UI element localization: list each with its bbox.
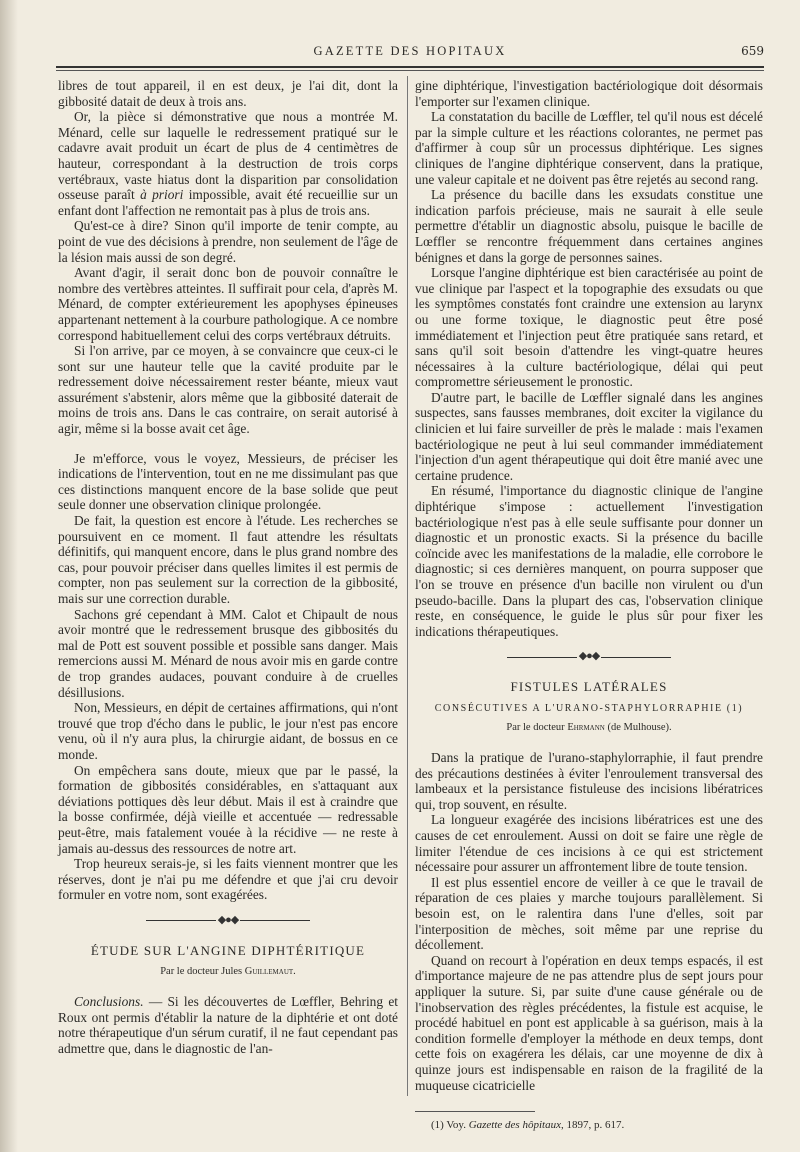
header-rule (56, 66, 764, 68)
paragraph: Non, Messieurs, en dépit de certaines affirmations, qui n'ont trouvé que trop d'écho dans le public, le jour n'est pas encore venu, où il n'y aura plus, la chirurgie aidant, de bossus en ce monde. (58, 700, 398, 762)
author-name: Guillemaut. (244, 966, 296, 978)
paragraph: Lorsque l'angine diphtérique est bien caractérisée au point de vue clinique par l'aspect et la topographie des exsudats ou que les symptômes constatés font craindre une extension au larynx ou une forme toxique, le diagnostic peut être posé immédiatement et l'injection peut être pratiquée sans retard, et sans qu'il soit besoin d'attendre les vingt-quatre heures nécessaires à la culture bactériologique, délai qui peut compromettre sérieusement le pronostic. (415, 265, 763, 390)
byline: Par le docteur Ehrmann (de Mulhouse). (506, 722, 672, 734)
paragraph: D'autre part, le bacille de Lœffler signalé dans les angines suspectes, sans fausses membranes, doit exciter la vigilance du clinicien et lui faire surveiller de près le malade : mais l'examen bactériologique ne peut à lui seul commander immédiatement l'injection d'un agent thérapeutique qui doit être manié avec une certaine prudence. (415, 389, 763, 483)
page-header (56, 44, 764, 64)
conclusions-label: Conclusions. (74, 993, 144, 1009)
left-column (58, 78, 398, 1056)
article-subtitle: CONSÉCUTIVES A L'URANO-STAPHYLORRAPHIE (1) (434, 702, 744, 714)
author-name: Ehrmann (567, 722, 605, 734)
paragraph: Or, la pièce si démonstrative que nous a montrée M. Ménard, celle sur laquelle le redressement pratiqué sur le cadavre avait produit un écart de plus de 4 centimètres de hauteur, correspondant à la destruction de trois corps vertébraux, vaste hiatus dont la disparition par consolidation osseuse paraît à priori impossible, avait été recueillie sur un enfant dont l'affection ne remontait pas à plus de trois ans. (58, 109, 398, 218)
article-title: FISTULES LATÉRALES (510, 679, 668, 695)
paragraph: De fait, la question est encore à l'étude. Les recherches se poursuivent en ce moment. Il faut attendre les résultats définitifs, qui manquent encore, dans le plus grand nombre des cas, pour pouvoir préciser dans quelles limites il est permis de compter, non pas seulement sur la correction de la gibbosité, mais sur une correction durable. (58, 513, 398, 606)
section-ornament: ◆●◆ (58, 913, 398, 929)
right-column (415, 78, 763, 1134)
binding-shadow (0, 0, 18, 1152)
footnote: (1) Voy. Gazette des hôpitaux, 1897, p. 617. (431, 1119, 625, 1132)
column-divider (407, 76, 408, 1096)
paragraph: En résumé, l'importance du diagnostic clinique de l'angine diphtérique s'impose : actuellement l'investigation bactériologique n'est pas à elle seule suffisante pour donner un diagnostic et un pronostic exacts. Si la présence du bacille coïncide avec les manifestations de la maladie, elle corrobore le diagnostic; si ces dernières manquent, on pourra supposer que l'on se trouve en présence d'un bacille non virulent ou d'un pseudo-bacille. Dans la plupart des cas, l'observation clinique reste, en conséquence, le guide le plus sûr pour fixer les indications thérapeutiques. (415, 483, 763, 639)
paragraph: Conclusions. — Si les découvertes de Lœffler, Behring et Roux ont permis d'établir la nature de la diphtérie et ont doté notre thérapeutique d'un sérum curatif, il ne faut cependant pas admettre que, dans le diagnostic de l'an- (58, 993, 398, 1056)
paragraph: La longueur exagérée des incisions libératrices est une des causes de cet enroulement. Aussi on doit se faire une règle de limiter l'étendue de ces incisions à ce qui est strictement nécessaire pour assurer un affrontement libre de toute tension. (415, 812, 763, 875)
paragraph: Je m'efforce, vous le voyez, Messieurs, de préciser les indications de l'intervention, tout en ne me dissimulant pas que ces distinctions manquent encore de la base solide que peut seule donner une observation clinique prolongée. (58, 450, 398, 513)
header-rule-thin (56, 70, 764, 71)
byline: Par le docteur Jules Guillemaut. (160, 966, 296, 978)
paragraph: Sachons gré cependant à MM. Calot et Chipault de nous avoir montré que le redressement brusque des gibbosités du mal de Pott est souvent possible et possible sans danger. Mais remercions aussi M. Ménard de nous avoir mis en garde contre de trop grandes audaces, pouvant conduire à de cruelles désillusions. (58, 606, 398, 700)
paragraph: Quand on recourt à l'opération en deux temps espacés, il est d'importance majeure de ne pas attendre plus de sept jours pour appliquer la suture. Si, par suite d'une cause générale ou de l'inobservation des règles précédentes, la fistule est acquise, le procédé habituel en pont est applicable à sa guérison, mais à la condition formelle d'employer la méthode en deux temps, dont cette fois on exagérera les délais, car une moyenne de dix à quinze jours est indispensable en raison de la fragilité de la muqueuse cicatricielle (415, 952, 763, 1093)
paragraph: On empêchera sans doute, mieux que par le passé, la formation de gibbosités considérables, en s'attaquant aux déviations pottiques dès leur début. Mais il est à craindre que la bosse confirmée, déjà vieille et accentuée — redressable peut-être, mais fatalement vouée à la récidive — ne reste à jamais au-dessus des ressources de notre art. (58, 762, 398, 856)
paragraph: La présence du bacille dans les exsudats constitue une indication parfois précieuse, mais ne saurait à elle seule permettre d'établir un diagnostic absolu, puisque le bacille de Lœffler se rencontre fréquemment dans certaines angines bénignes et dans la gorge de personnes saines. (415, 187, 763, 265)
paragraph: La constatation du bacille de Lœffler, tel qu'il nous est décelé par la simple culture et les réactions colorantes, ne permet pas d'affirmer à coup sûr un processus diphtérique. Les signes cliniques de l'angine diphtérique conservent, dans la pratique, une valeur capitale et ne doivent pas être rejetés au second rang. (415, 109, 763, 187)
paragraph: Si l'on arrive, par ce moyen, à se convaincre que ceux-ci le sont sur une hauteur telle que la cavité produite par le redressement doive nécessairement rester béante, mieux vaut assurément s'abstenir, alors même que la gibbosité daterait de moins de trois ans. Dans le cas contraire, on serait autorisé à agir, même si la bosse avait cet âge. (58, 343, 398, 437)
paragraph: Trop heureux serais-je, si les faits viennent montrer que les réserves, dont je n'ai pu me défendre et que j'ai cru devoir formuler en votre nom, sont exagérées. (58, 856, 398, 903)
paragraph: Il est plus essentiel encore de veiller à ce que le travail de réparation de ces plaies y marche toujours parallèlement. Si besoin est, on le ralentira dans l'une d'elles, soit par l'interposition de mèches, soit même par une reprise du décollement. (415, 874, 763, 953)
paragraph: libres de tout appareil, il en est deux, je l'ai dit, dont la gibbosité datait de deux à trois ans. (58, 78, 398, 109)
running-head: GAZETTE DES HOPITAUX (313, 44, 507, 58)
italic-phrase: à priori (140, 187, 184, 203)
footnote-rule (415, 1111, 535, 1112)
paragraph: Avant d'agir, il serait donc bon de pouvoir connaître le nombre des vertèbres atteintes. Il suffirait pour cela, d'après M. Ménard, de compter extérieurement les apophyses épineuses appartenant nettement à la courbure pathologique. A ce nombre correspond habituellement celui des corps vertébraux détruits. (58, 265, 398, 343)
page-number: 659 (741, 44, 764, 58)
section-ornament: ◆●◆ (415, 649, 763, 665)
article-title: ÉTUDE SUR L'ANGINE DIPHTÉRITIQUE (90, 942, 366, 958)
paragraph: Dans la pratique de l'urano-staphylorraphie, il faut prendre des précautions destinées à éviter l'enroulement transversal des lambeaux et la persistance fistuleuse des incisions libératrices qui, trop souvent, en résulte. (415, 750, 763, 812)
paragraph-gap (58, 437, 398, 451)
paragraph: gine diphtérique, l'investigation bactériologique doit désormais l'emporter sur l'examen clinique. (415, 78, 763, 109)
paragraph: Qu'est-ce à dire? Sinon qu'il importe de tenir compte, au point de vue des décisions à prendre, non seulement de l'âge de la lésion mais aussi de son degré. (58, 218, 398, 265)
